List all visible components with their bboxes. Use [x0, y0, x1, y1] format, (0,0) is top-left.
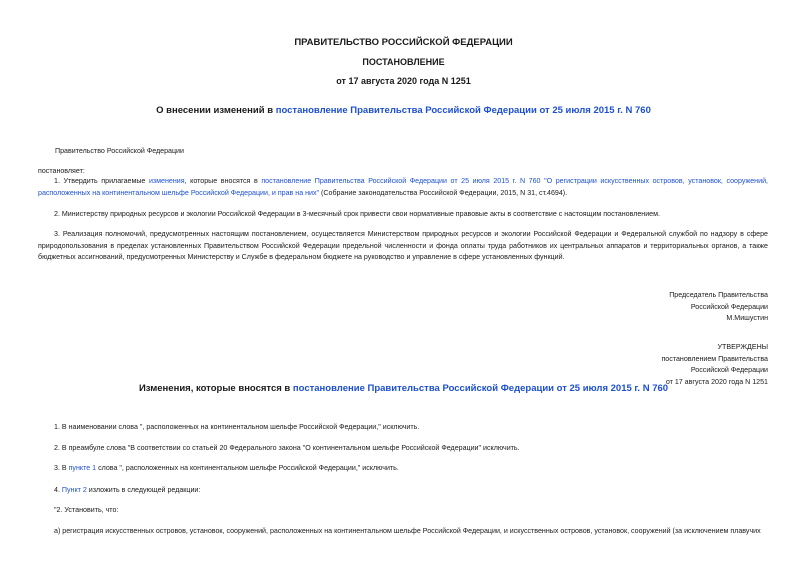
- paragraph-1-mid: , которые вносятся в: [184, 177, 262, 185]
- change-item-4-start: 4.: [54, 486, 62, 494]
- change-item-4-end: изложить в следующей редакции:: [86, 486, 201, 494]
- changes-title: [0, 383, 807, 394]
- change-item-4: [54, 485, 200, 496]
- change-item-2: 2. В преамбуле слова "В соответствии со статьей 20 Федерального закона "О континентальном шельфе Российской Федерации" исключить.: [54, 444, 520, 452]
- document-title: [0, 105, 807, 116]
- change-item-6: а) регистрация искусственных островов, установок, сооружений, расположенных на континентальном шельфе Российской Федерации, и искусственных островов, установок, сооружений (за исключением плавучих: [54, 527, 761, 535]
- change-item-3-end: слова ", расположенных на континентальном шельфе Российской Федерации," исключить.: [96, 464, 399, 472]
- paragraph-1: [38, 176, 768, 199]
- approved-line-4: от 17 августа 2020 года N 1251: [665, 377, 768, 386]
- document-date-number: от 17 августа 2020 года N 1251: [336, 76, 471, 86]
- point-2-link[interactable]: Пункт 2: [61, 486, 87, 494]
- signature-line-3: М.Мишустин: [726, 314, 768, 322]
- resolution-760-link[interactable]: постановление Правительства Российской Федерации от 25 июля 2015 г. N 760 "О регистрации искусственных островов, установок, сооружений, расположенных на континентальном шельфе Российской Федерации, и прав на них": [38, 177, 768, 197]
- changes-link[interactable]: изменения: [148, 177, 185, 185]
- point-1-link[interactable]: пункте 1: [68, 464, 97, 472]
- signature-line-2: Российской Федерации: [690, 302, 768, 311]
- change-item-3-start: 3. В: [54, 464, 69, 472]
- paragraph-1-end: (Собрание законодательства Российской Федерации, 2015, N 31, ст.4694).: [319, 188, 568, 197]
- approved-line-2: постановлением Правительства: [661, 354, 768, 363]
- changes-title-link[interactable]: постановление Правительства Российской Федерации от 25 июля 2015 г. N 760: [292, 383, 669, 394]
- approved-line-1: УТВЕРЖДЕНЫ: [717, 343, 768, 351]
- change-item-1: 1. В наименовании слова ", расположенных на континентальном шельфе Российской Федерации," исключить.: [54, 423, 420, 431]
- signature-block: [669, 290, 768, 325]
- decides-text: постановляет:: [38, 167, 85, 175]
- changes-title-prefix: Изменения, которые вносятся в: [138, 383, 293, 394]
- approved-line-3: Российской Федерации: [690, 366, 768, 374]
- paragraph-1-start: 1. Утвердить прилагаемые: [54, 177, 149, 185]
- document-title-prefix: О внесении изменений в: [156, 105, 276, 116]
- change-item-3: [54, 463, 399, 474]
- approved-block: [661, 342, 768, 388]
- document-title-link[interactable]: постановление Правительства Российской Федерации от 25 июля 2015 г. N 760: [275, 105, 651, 116]
- paragraph-2: 2. Министерству природных ресурсов и экологии Российской Федерации в 3-месячный срок привести свои нормативные правовые акты в соответствие с настоящим постановлением.: [54, 210, 660, 218]
- document-org-heading: ПРАВИТЕЛЬСТВО РОССИЙСКОЙ ФЕДЕРАЦИИ: [294, 37, 513, 48]
- issuer-text: Правительство Российской Федерации: [55, 147, 184, 155]
- document-type-heading: ПОСТАНОВЛЕНИЕ: [362, 57, 445, 67]
- paragraph-3: 3. Реализация полномочий, предусмотренных настоящим постановлением, осуществляется Министерством природных ресурсов и экологии Российской Федерации и Федеральной службой по надзору в сфере природопользования в пределах установленных Правительством Российской Федерации предельной численности и фонда оплаты труда работников их центральных аппаратов и территориальных органов, а также бюджетных ассигнований, предусмотренных Министерству и Службе в федеральном бюджете на руководство и управление в сфере установленных функций.: [38, 230, 768, 261]
- signature-line-1: Председатель Правительства: [669, 291, 768, 299]
- change-item-5: "2. Установить, что:: [54, 506, 119, 514]
